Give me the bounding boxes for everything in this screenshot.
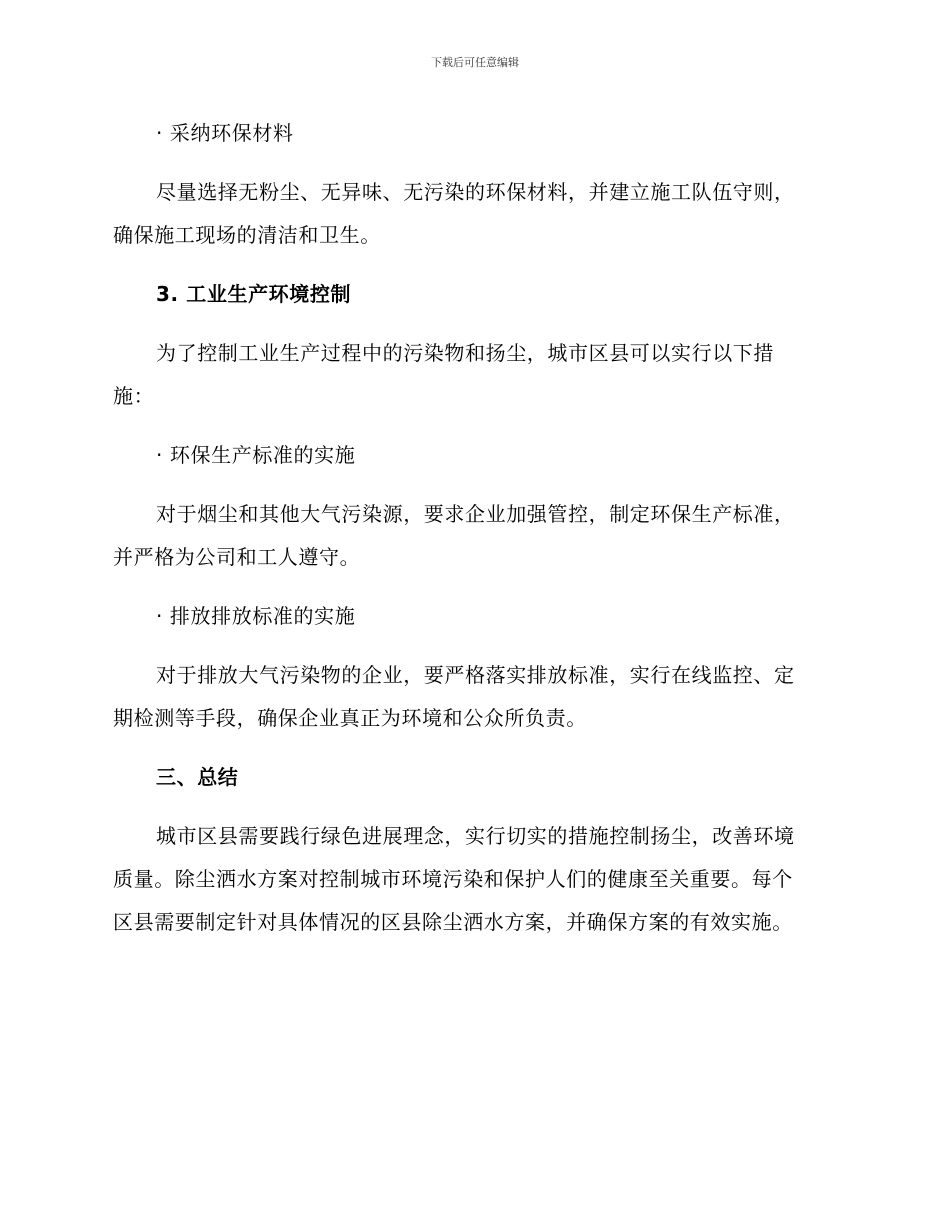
paragraph-line: 尽量选择无粉尘、无异味、无污染的环保材料，并建立施工队伍守则， <box>156 180 795 204</box>
paragraph-production-standard <box>113 493 833 579</box>
paragraph-line: 确保施工现场的清洁和卫生。 <box>113 223 381 247</box>
page-header-note: 下载后可任意编辑 <box>431 56 519 69</box>
paragraph-line: 期检测等手段，确保企业真正为环境和公众所负责。 <box>113 706 587 730</box>
paragraph-line: 对于烟尘和其他大气污染源，要求企业加强管控，制定环保生产标准， <box>156 502 795 526</box>
paragraph-line: 施： <box>113 384 155 408</box>
paragraph-line: 城市区县需要践行绿色进展理念，实行切实的措施控制扬尘，改善环境 <box>156 824 795 848</box>
paragraph-summary <box>113 815 833 944</box>
paragraph-industrial <box>113 332 833 418</box>
paragraph-line: 并严格为公司和工人遵守。 <box>113 545 361 569</box>
paragraph-line: 对于排放大气污染物的企业，要严格落实排放标准，实行在线监控、定 <box>156 663 795 687</box>
paragraph-line: 为了控制工业生产过程中的污染物和扬尘，城市区县可以实行以下措 <box>156 341 774 365</box>
paragraph-line: 区县需要制定针对具体情况的区县除尘洒水方案，并确保方案的有效实施。 <box>113 910 793 934</box>
bullet-eco-materials: · 采纳环保材料 <box>156 121 294 145</box>
heading-industrial-control: 3. 工业生产环境控制 <box>156 282 352 306</box>
paragraph-line: 质量。除尘洒水方案对控制城市环境污染和保护人们的健康至关重要。每个 <box>113 867 793 891</box>
document-body <box>113 112 833 944</box>
bullet-production-standard: · 环保生产标准的实施 <box>156 443 356 467</box>
paragraph-emission-standard <box>113 654 833 740</box>
heading-summary: 三、总结 <box>156 765 239 789</box>
bullet-emission-standard: · 排放排放标准的实施 <box>156 604 356 628</box>
paragraph-eco-materials <box>113 171 833 257</box>
